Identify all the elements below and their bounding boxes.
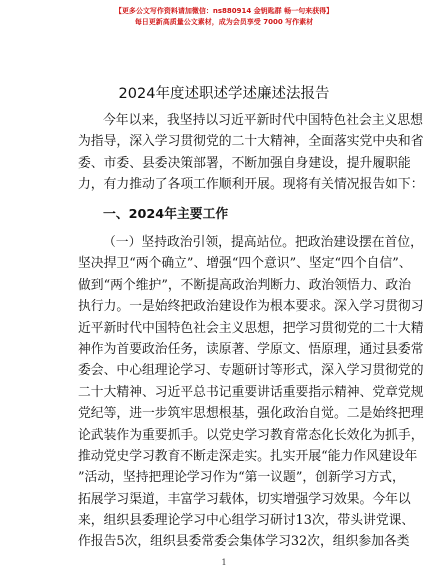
work-paragraph [78,232,424,553]
section-heading: 一、2024年主要工作 [103,207,229,222]
paragraph-line: 二十大精神、习近平总书记重要讲话重要指示精神、党章党规 [78,384,424,400]
intro-line: 委、市委、县委决策部署，不断加强自身建设，提升履职能 [78,155,411,171]
paragraph-line: 近平新时代中国特色社会主义思想，把学习贯彻党的二十大精 [78,320,424,336]
page-number: 1 [221,558,227,567]
paragraph-line: 神作为首要政治任务，读原著、学原文、悟原理，通过县委常 [78,341,424,357]
paragraph-line: 坚决捍卫“两个确立”、增强“四个意识”、坚定“四个自信”、 [78,256,412,272]
intro-line: 力，有力推动了各项工作顺利开展。现将有关情况报告如下： [78,177,424,193]
promo-banner-line-1: 【更多公文写作资料请加微信：ns880914 金钥匙群 畅一句来获得】 [114,7,334,15]
document-title: 2024年度述职述学述廉述法报告 [118,86,330,102]
paragraph-line: 做到“两个维护”，不断提高政治判断力、政治领悟力、政治 [78,277,412,293]
paragraph-line: （一）坚持政治引领，提高站位。把政治建设摆在首位， [103,235,423,250]
paragraph-line: 委会、中心组理论学习、专题研讨等形式，深入学习贯彻党的 [78,363,424,379]
intro-line: 为指导，深入学习贯彻党的二十大精神，全面落实党中央和省 [78,134,424,150]
paragraph-line: 论武装作为重要抓手。以党史学习教育常态化长效化为抓手， [78,427,424,443]
intro-paragraph [78,110,424,196]
paragraph-line: 执行力。一是始终把政治建设作为根本要求。深入学习贯彻习 [78,299,424,315]
paragraph-line: 拓展学习渠道，丰富学习载体，切实增强学习效果。今年以 [78,491,411,507]
paragraph-line: 来，组织县委理论学习中心组学习研讨13次，带头讲党课、 [78,513,415,529]
intro-line: 今年以来，我坚持以习近平新时代中国特色社会主义思想 [103,113,423,128]
promo-banner-line-2: 每日更新高质量公文素材，成为会员享受 7000 写作素材 [134,18,314,26]
paragraph-line: 推动党史学习教育不断走深走实。扎实开展“能力作风建设年 [78,448,418,464]
paragraph-line: ”活动，坚持把理论学习作为“第一议题”，创新学习方式， [78,470,405,486]
paragraph-line: 作报告5次，组织县委常委会集体学习32次，组织参加各类 [78,534,410,550]
paragraph-line: 党纪等，进一步筑牢思想根基，强化政治自觉。二是始终把理 [78,406,424,422]
